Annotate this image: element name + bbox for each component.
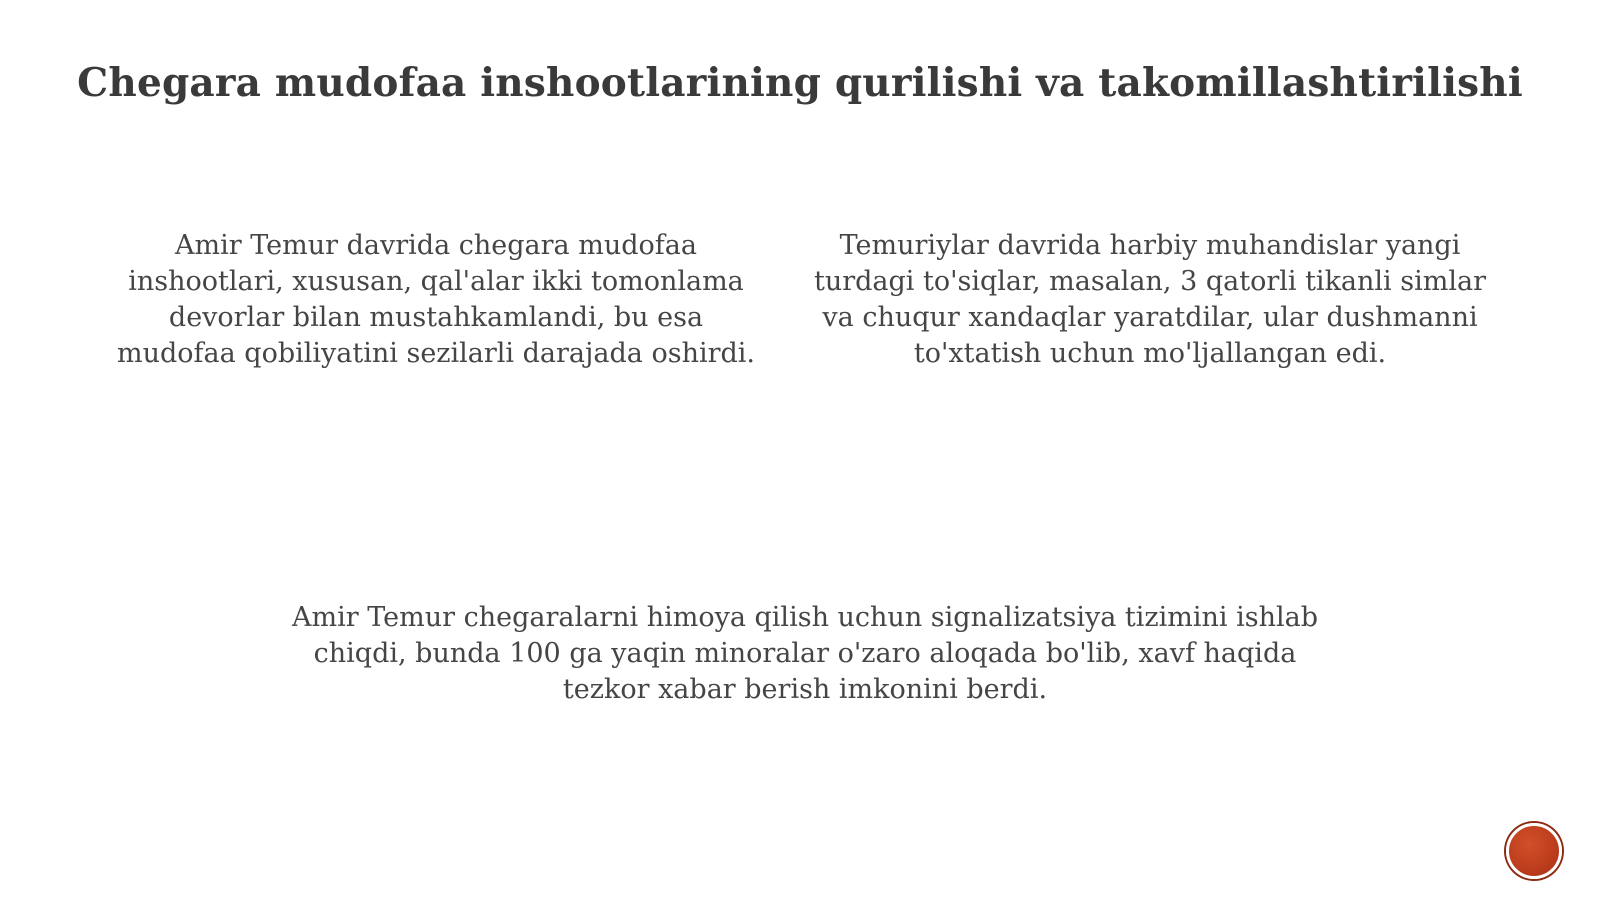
paragraph-bottom: Amir Temur chegaralarni himoya qilish uchun signalizatsiya tizimini ishlab chiqdi, bunda 100 ga yaqin minoralar o'zaro aloqada bo'lib, xavf haqida tezkor xabar berish imkonini berdi. [291, 602, 1319, 705]
slide-title: Chegara mudofaa inshootlarining qurilishi va takomillashtirilishi [77, 60, 1523, 106]
paragraph-right: Temuriylar davrida harbiy muhandislar yangi turdagi to'siqlar, masalan, 3 qatorli tikanli simlar va chuqur xandaqlar yaratdilar, ular dushmanni to'xtatish uchun mo'ljallangan edi. [813, 230, 1487, 369]
paragraph-left: Amir Temur davrida chegara mudofaa inshootlari, xususan, qal'alar ikki tomonlama devorlar bilan mustahkamlandi, bu esa mudofaa qobiliyatini sezilarli darajada oshirdi. [116, 230, 756, 369]
circle-button-icon[interactable] [1506, 823, 1562, 879]
